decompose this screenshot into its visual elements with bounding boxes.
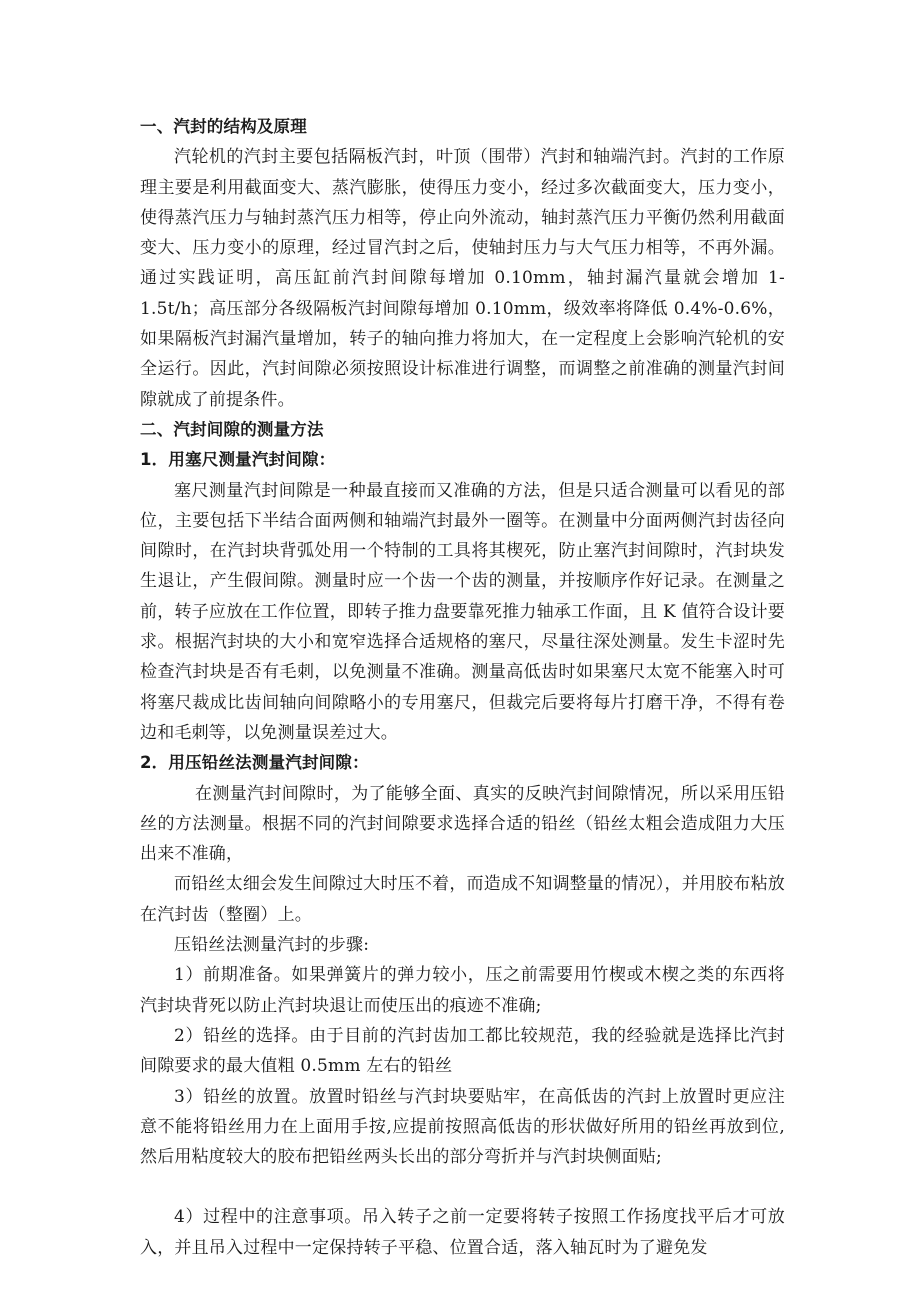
step-3: 3）铅丝的放置。放置时铅丝与汽封块要贴牢，在高低齿的汽封上放置时更应注意不能将铅丝用力在上面用手按,应提前按照高低齿的形状做好所用的铅丝再放到位,然后用粘度较大的胶布把铅丝两头长出的部分弯折并与汽封块侧面贴; [140, 1086, 785, 1168]
method-2-heading: 2．用压铅丝法测量汽封间隙： [140, 753, 369, 773]
method-2-paragraph-2: 而铅丝太细会发生间隙过大时压不着，而造成不知调整量的情况），并用胶布粘放在汽封齿（整圈）上。 [140, 874, 785, 925]
step-1: 1）前期准备。如果弹簧片的弹力较小，压之前需要用竹楔或木楔之类的东西将汽封块背死以防止汽封块退让而使压出的痕迹不准确; [140, 965, 785, 1016]
section-1-paragraph: 汽轮机的汽封主要包括隔板汽封，叶顶（围带）汽封和轴端汽封。汽封的工作原理主要是利用截面变大、蒸汽膨胀，使得压力变小，经过多次截面变大，压力变小，使得蒸汽压力与轴封蒸汽压力相等，停止向外流动，轴封蒸汽压力平衡仍然利用截面变大、压力变小的原理，经过冒汽封之后，使轴封压力与大气压力相等，不再外漏。通过实践证明，高压缸前汽封间隙每增加 0.10mm，轴封漏汽量就会增加 1-1.5t/h；高压部分各级隔板汽封间隙每增加 0.10mm，级效率将降低 0.4%-0.6%，如果隔板汽封漏汽量增加，转子的轴向推力将加大，在一定程度上会影响汽轮机的安全运行。因此，汽封间隙必须按照设计标准进行调整，而调整之前准确的测量汽封间隙就成了前提条件。 [140, 147, 785, 410]
blank-line [140, 1172, 785, 1202]
steps-intro: 压铅丝法测量汽封的步骤: [174, 935, 370, 956]
step-4: 4）过程中的注意事项。吊入转子之前一定要将转子按照工作扬度找平后才可放入，并且吊入过程中一定保持转子平稳、位置合适，落入轴瓦时为了避免发 [140, 1207, 785, 1258]
section-2-heading: 二、汽封间隙的测量方法 [140, 419, 324, 439]
method-1-heading: 1．用塞尺测量汽封间隙： [140, 450, 336, 470]
method-2-paragraph-1: 在测量汽封间隙时，为了能够全面、真实的反映汽封间隙情况，所以采用压铅丝的方法测量。根据不同的汽封间隙要求选择合适的铅丝（铅丝太粗会造成阻力大压出来不准确， [140, 783, 785, 865]
document-page [140, 112, 785, 1263]
method-1-paragraph: 塞尺测量汽封间隙是一种最直接而又准确的方法，但是只适合测量可以看见的部位，主要包括下半结合面两侧和轴端汽封最外一圈等。在测量中分面两侧汽封齿径向间隙时，在汽封块背弧处用一个特制的工具将其楔死，防止塞汽封间隙时，汽封块发生退让，产生假间隙。测量时应一个齿一个齿的测量，并按顺序作好记录。在测量之前，转子应放在工作位置，即转子推力盘要靠死推力轴承工作面，且 K 值符合设计要求。根据汽封块的大小和宽窄选择合适规格的塞尺，尽量往深处测量。发生卡涩时先检查汽封块是否有毛刺，以免测量不准确。测量高低齿时如果塞尺太宽不能塞入时可将塞尺裁成比齿间轴向间隙略小的专用塞尺，但裁完后要将每片打磨干净，不得有卷边和毛刺等，以免测量误差过大。 [140, 480, 785, 743]
section-1-heading: 一、汽封的结构及原理 [140, 117, 307, 136]
step-2: 2）铅丝的选择。由于目前的汽封齿加工都比较规范，我的经验就是选择比汽封间隙要求的最大值粗 0.5mm 左右的铅丝 [140, 1025, 785, 1077]
